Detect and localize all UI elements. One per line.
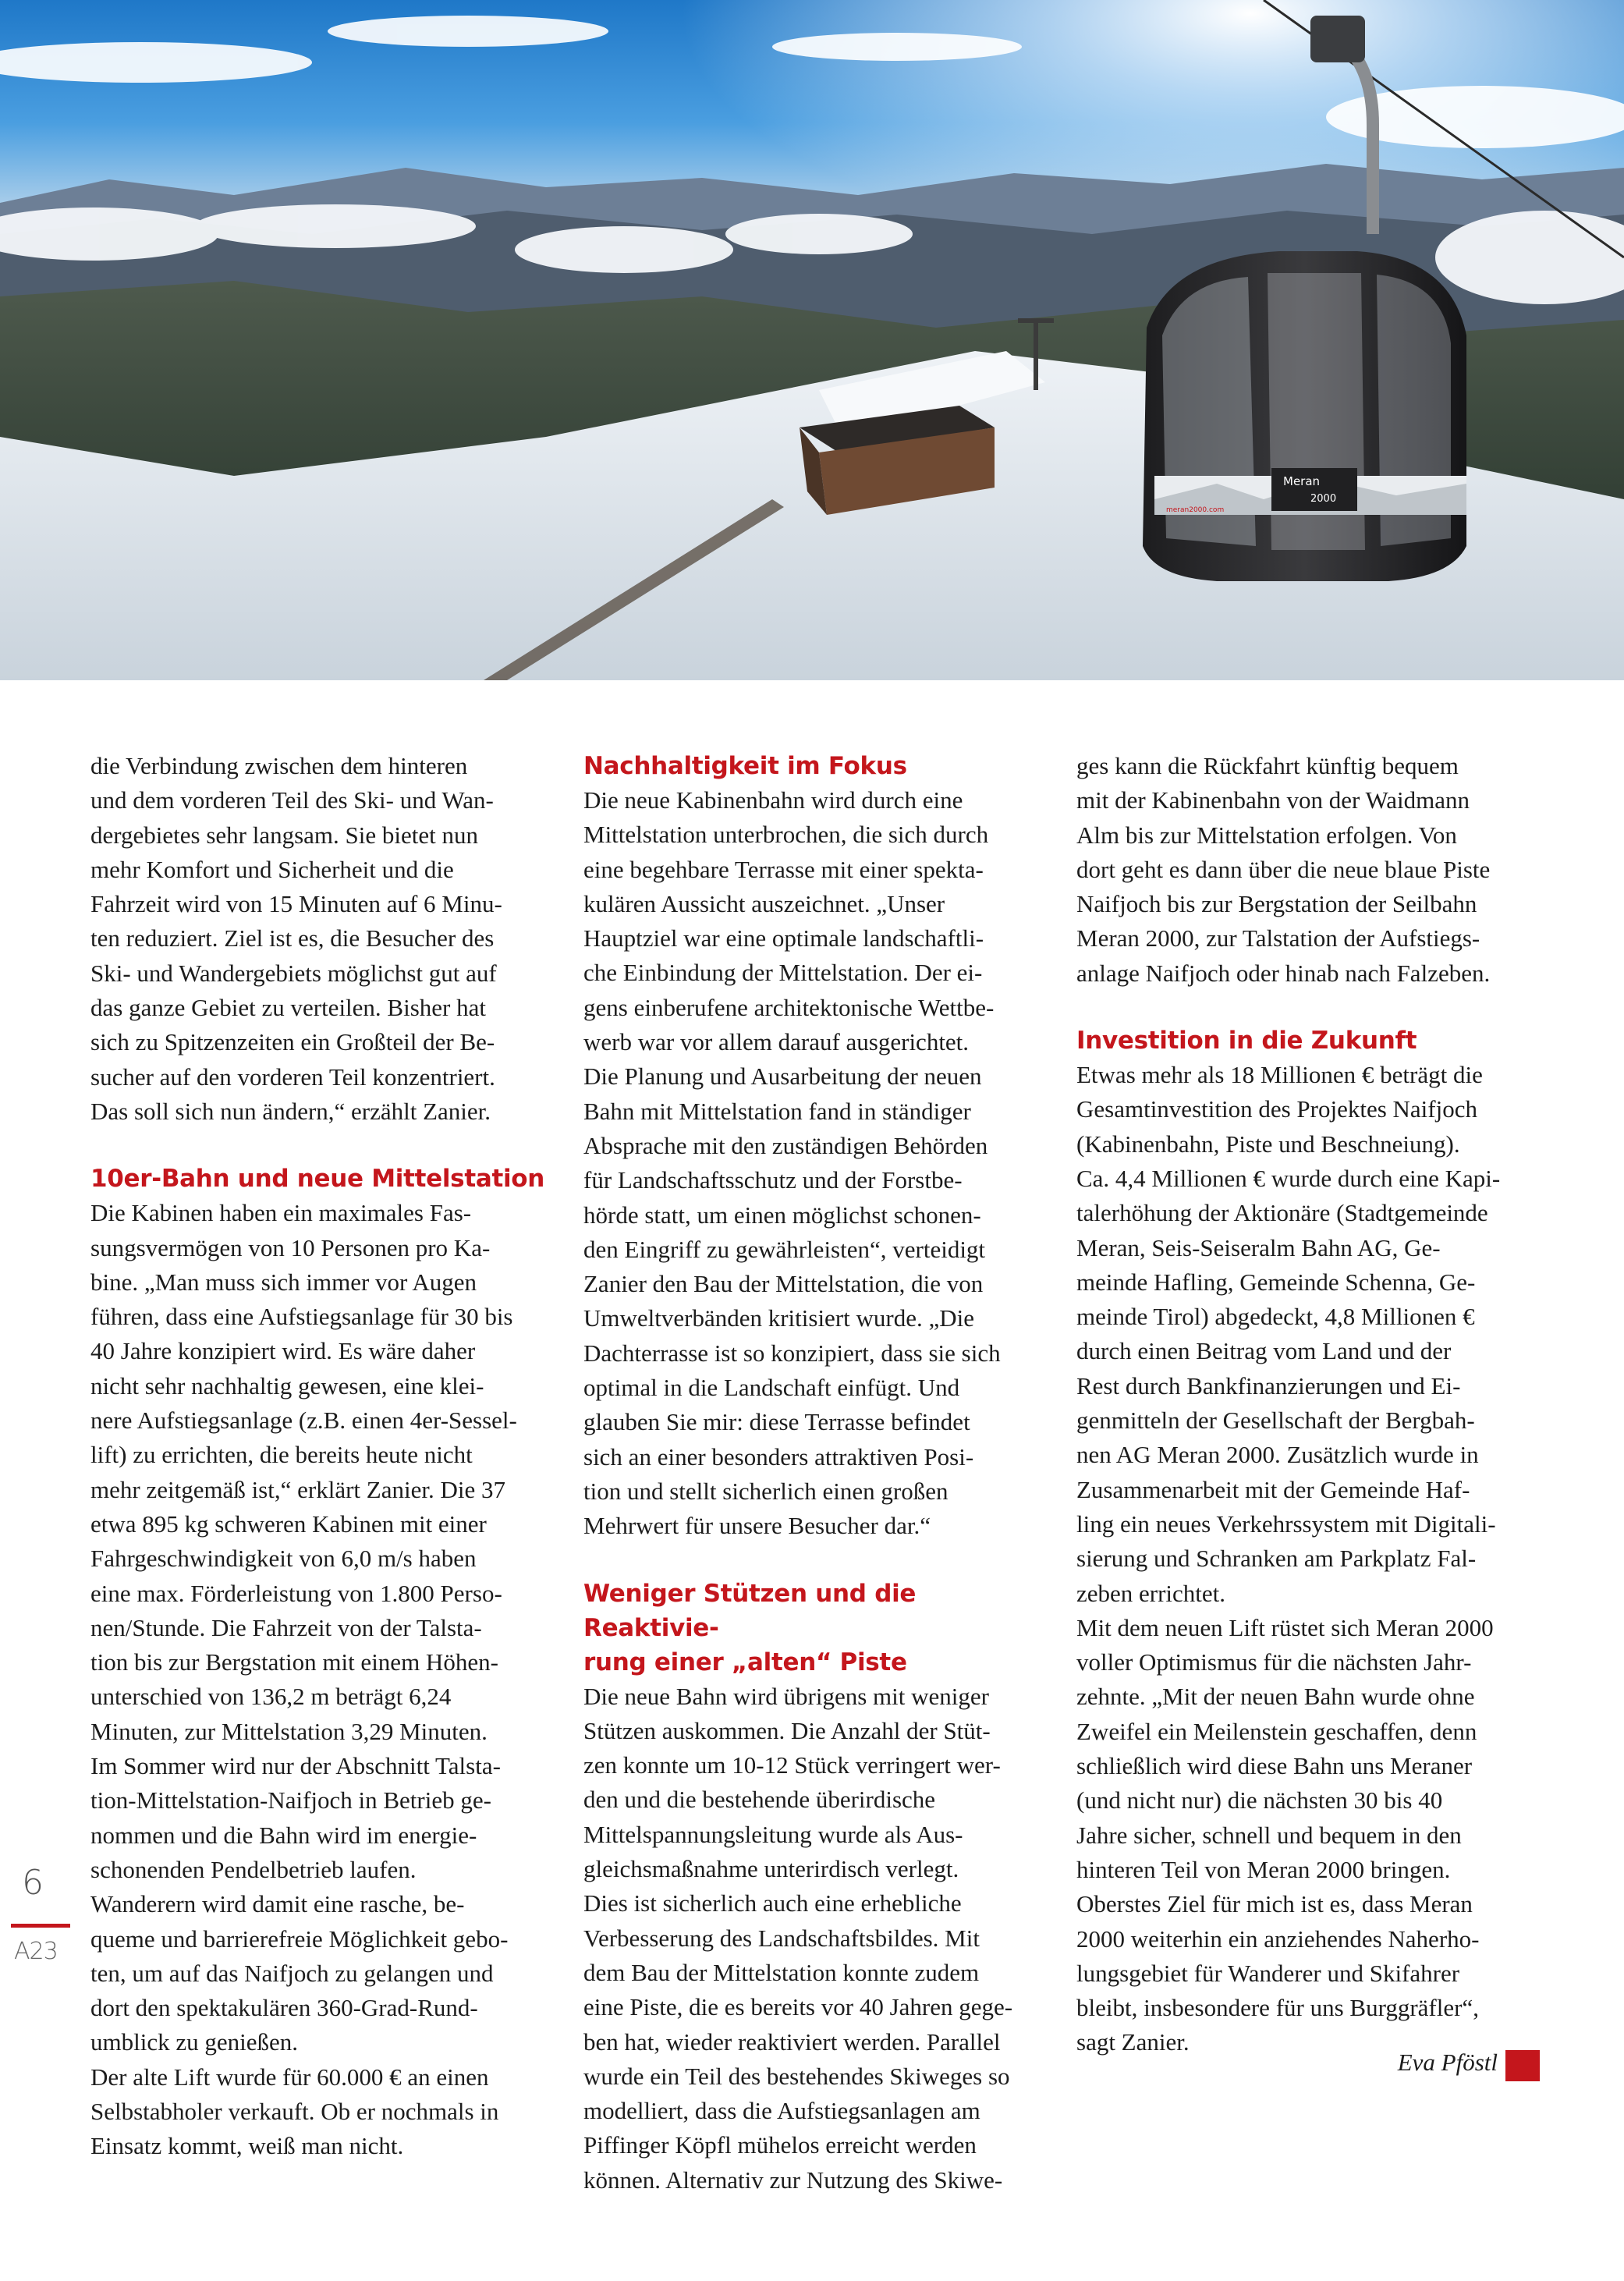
- text-line: tion und stellt sicherlich einen großen: [583, 1477, 949, 1505]
- text-line: dergebietes sehr langsam. Sie bietet nun: [90, 821, 479, 849]
- cabin-website: meran2000.com: [1166, 506, 1225, 514]
- text-line: gleichsmaßnahme unterirdisch verlegt.: [583, 1855, 959, 1883]
- text-line: mehr Komfort und Sicherheit und die: [90, 855, 454, 883]
- text-line: sagt Zanier.: [1076, 2028, 1190, 2056]
- text-line: Jahre sicher, schnell und bequem in den: [1076, 1821, 1462, 1849]
- text-line: ling ein neues Verkehrssystem mit Digitali-: [1076, 1509, 1496, 1538]
- text-line: Im Sommer wird nur der Abschnitt Talsta-: [90, 1752, 501, 1780]
- text-line: für Landschaftsschutz und der Forstbe-: [583, 1166, 963, 1194]
- text-line: Bahn mit Mittelstation fand in ständiger: [583, 1097, 971, 1125]
- text-line: Absprache mit den zuständigen Behörden: [583, 1131, 988, 1159]
- text-line: sungsvermögen von 10 Personen pro Ka-: [90, 1233, 491, 1261]
- text-line: bine. „Man muss sich immer vor Augen: [90, 1268, 477, 1296]
- text-line: Fahrgeschwindigkeit von 6,0 m/s haben: [90, 1545, 477, 1573]
- text-line: Dachterrasse ist so konzipiert, dass sie sich: [583, 1339, 1001, 1367]
- text-line: optimal in die Landschaft einfügt. Und: [583, 1374, 960, 1402]
- text-line: Etwas mehr als 18 Millionen € beträgt die: [1076, 1061, 1483, 1089]
- text-line: Zweifel ein Meilenstein geschaffen, denn: [1076, 1717, 1477, 1745]
- section-heading-nachhaltigkeit: Nachhaltigkeit im Fokus: [583, 752, 907, 780]
- hero-photo: [0, 0, 1624, 680]
- text-line: nicht sehr nachhaltig gewesen, eine klei-: [90, 1371, 484, 1399]
- text-line: genmitteln der Gesellschaft der Bergbah-: [1076, 1407, 1475, 1435]
- text-line: mehr zeitgemäß ist,“ erklärt Zanier. Die 37: [90, 1475, 505, 1503]
- text-line: ten, um auf das Naifjoch zu gelangen und: [90, 1959, 494, 1987]
- text-line: glauben Sie mir: diese Terrasse befindet: [583, 1408, 970, 1436]
- text-line: die Verbindung zwischen dem hinteren: [90, 752, 468, 779]
- paragraph-10er-bahn: [90, 1196, 554, 2163]
- section-heading-stuetzen-line2: rung einer „alten“ Piste: [583, 1648, 907, 1676]
- text-line: führen, dass eine Aufstiegsanlage für 30 bis: [90, 1303, 513, 1331]
- text-line: kulären Aussicht auszeichnet. „Unser: [583, 889, 945, 917]
- text-line: nommen und die Bahn wird im energie-: [90, 1821, 477, 1849]
- paragraph-rueckfahrt: [1076, 749, 1540, 991]
- text-line: Mittelspannungsleitung wurde als Aus-: [583, 1820, 963, 1848]
- text-line: (Kabinenbahn, Piste und Beschneiung).: [1076, 1130, 1460, 1158]
- text-line: Stützen auskommen. Die Anzahl der Stüt-: [583, 1716, 991, 1744]
- text-line: und dem vorderen Teil des Ski- und Wan-: [90, 786, 494, 814]
- text-line: modelliert, dass die Aufstiegsanlagen am: [583, 2097, 980, 2125]
- text-line: Die neue Bahn wird übrigens mit weniger: [583, 1682, 989, 1710]
- text-line: Die neue Kabinenbahn wird durch eine: [583, 786, 963, 814]
- text-line: Meran, Seis-Seiseralm Bahn AG, Ge-: [1076, 1233, 1441, 1261]
- text-line: nen AG Meran 2000. Zusätzlich wurde in: [1076, 1441, 1479, 1469]
- page-number: 6: [22, 1863, 44, 1903]
- text-line: Rest durch Bankfinanzierungen und Ei-: [1076, 1371, 1461, 1399]
- text-line: Umweltverbänden kritisiert wurde. „Die: [583, 1304, 974, 1332]
- section-heading-stuetzen-line1: Weniger Stützen und die Reaktivie-: [583, 1579, 917, 1642]
- text-line: eine Piste, die es bereits vor 40 Jahren gege-: [583, 1993, 1013, 2021]
- text-line: meinde Hafling, Gemeinde Schenna, Ge-: [1076, 1268, 1476, 1296]
- cabin-brand-logo: Meran: [1283, 474, 1321, 488]
- text-line: Meran 2000, zur Talstation der Aufstiegs-: [1076, 924, 1480, 952]
- text-line: Wanderern wird damit eine rasche, be-: [90, 1890, 465, 1918]
- folio-rule: [11, 1924, 70, 1928]
- text-line: unterschied von 136,2 m beträgt 6,24: [90, 1683, 452, 1711]
- text-line: das ganze Gebiet zu verteilen. Bisher hat: [90, 994, 486, 1022]
- text-line: dem Bau der Mittelstation konnte zudem: [583, 1958, 980, 1986]
- text-line: Alm bis zur Mittelstation erfolgen. Von: [1076, 821, 1457, 849]
- text-line: Naifjoch bis zur Bergstation der Seilbahn: [1076, 890, 1477, 918]
- text-line: talerhöhung der Aktionäre (Stadtgemeinde: [1076, 1199, 1488, 1227]
- text-line: Das soll sich nun ändern,“ erzählt Zanier.: [90, 1097, 491, 1125]
- text-line: 2000 weiterhin ein anziehendes Naherho-: [1076, 1924, 1480, 1953]
- text-line: Zanier den Bau der Mittelstation, die von: [583, 1270, 984, 1298]
- text-line: zehnte. „Mit der neuen Bahn wurde ohne: [1076, 1683, 1475, 1711]
- text-line: umblick zu genießen.: [90, 2028, 298, 2056]
- text-line: sucher auf den vorderen Teil konzentriert.: [90, 1062, 495, 1091]
- text-line: wurde ein Teil des bestehendes Skiweges so: [583, 2062, 1010, 2090]
- text-line: dort den spektakulären 360-Grad-Rund-: [90, 1994, 478, 2022]
- text-line: Einsatz kommt, weiß man nicht.: [90, 2132, 404, 2160]
- text-line: (und nicht nur) die nächsten 30 bis 40: [1076, 1786, 1443, 1815]
- text-line: dort geht es dann über die neue blaue Piste: [1076, 855, 1491, 883]
- text-line: Der alte Lift wurde für 60.000 € an einen: [90, 2063, 489, 2091]
- text-line: lungsgebiet für Wanderer und Skifahrer: [1076, 1959, 1460, 1987]
- text-line: Verbesserung des Landschaftsbildes. Mit: [583, 1924, 980, 1952]
- text-line: Selbstabholer verkauft. Ob er nochmals in: [90, 2097, 499, 2125]
- text-line: sierung und Schranken am Parkplatz Fal-: [1076, 1545, 1477, 1573]
- text-line: mit der Kabinenbahn von der Waidmann: [1076, 786, 1470, 814]
- text-line: Zusammenarbeit mit der Gemeinde Haf-: [1076, 1475, 1470, 1503]
- text-line: etwa 895 kg schweren Kabinen mit einer: [90, 1509, 487, 1538]
- text-line: zeben errichtet.: [1076, 1579, 1226, 1607]
- text-line: Mit dem neuen Lift rüstet sich Meran 2000: [1076, 1613, 1494, 1641]
- text-line: Ca. 4,4 Millionen € wurde durch eine Kapi-: [1076, 1164, 1501, 1192]
- text-line: sich zu Spitzenzeiten ein Großteil der Be-: [90, 1028, 495, 1056]
- text-line: schonenden Pendelbetrieb laufen.: [90, 1855, 417, 1883]
- gondola-cabin: [1143, 251, 1466, 581]
- text-line: nen/Stunde. Die Fahrzeit von der Talsta-: [90, 1613, 482, 1641]
- text-line: lift) zu errichten, die bereits heute nicht: [90, 1441, 473, 1469]
- paragraph-investition: [1076, 1058, 1540, 2060]
- text-line: eine max. Förderleistung von 1.800 Perso-: [90, 1579, 502, 1607]
- text-line: durch einen Beitrag vom Land und der: [1076, 1337, 1452, 1365]
- paragraph-nachhaltigkeit: [583, 783, 1047, 1544]
- paragraph-intro: [90, 749, 554, 1129]
- section-heading-10er-bahn: 10er-Bahn und neue Mittelstation: [90, 1165, 545, 1194]
- text-line: 40 Jahre konzipiert wird. Es wäre daher: [90, 1337, 476, 1365]
- text-line: gens einberufene architektonische Wettbe-: [583, 993, 995, 1021]
- text-line: queme und barrierefreie Möglichkeit gebo-: [90, 1924, 509, 1953]
- text-line: schließlich wird diese Bahn uns Meraner: [1076, 1752, 1473, 1780]
- text-line: Mehrwert für unsere Besucher dar.“: [583, 1512, 931, 1540]
- text-line: werb war vor allem darauf ausgerichtet.: [583, 1028, 970, 1056]
- text-line: Gesamtinvestition des Projektes Naifjoch: [1076, 1095, 1477, 1123]
- author-byline: Eva Pföstl: [1397, 2049, 1498, 2076]
- text-line: bleibt, insbesondere für uns Burggräfler“,: [1076, 1994, 1479, 2022]
- text-line: Hauptziel war eine optimale landschaftli-: [583, 924, 984, 952]
- text-line: Ski- und Wandergebiets möglichst gut auf: [90, 959, 497, 987]
- text-line: che Einbindung der Mittelstation. Der ei-: [583, 959, 983, 987]
- text-line: Oberstes Ziel für mich ist es, dass Meran: [1076, 1890, 1473, 1918]
- text-line: ten reduziert. Ziel ist es, die Besucher des: [90, 924, 495, 952]
- text-line: meinde Tirol) abgedeckt, 4,8 Millionen €: [1076, 1303, 1475, 1331]
- text-line: anlage Naifjoch oder hinab nach Falzeben.: [1076, 959, 1491, 987]
- text-line: Minuten, zur Mittelstation 3,29 Minuten.: [90, 1717, 488, 1745]
- text-line: hörde statt, um einen möglichst schonen-: [583, 1201, 981, 1229]
- text-line: voller Optimismus für die nächsten Jahr-: [1076, 1648, 1472, 1676]
- text-line: tion bis zur Bergstation mit einem Höhen-: [90, 1648, 498, 1676]
- text-line: den und die bestehende überirdische: [583, 1786, 936, 1814]
- section-heading-investition: Investition in die Zukunft: [1076, 1027, 1417, 1055]
- text-line: Fahrzeit wird von 15 Minuten auf 6 Minu-: [90, 890, 502, 918]
- text-line: Die Kabinen haben ein maximales Fas-: [90, 1199, 472, 1227]
- text-line: eine begehbare Terrasse mit einer spekta-: [583, 855, 984, 883]
- end-mark: [1505, 2050, 1540, 2081]
- text-line: Piffinger Köpfl mühelos erreicht werden: [583, 2131, 977, 2159]
- text-line: Die Planung und Ausarbeitung der neuen: [583, 1062, 982, 1091]
- gondola-landscape-illustration: [0, 0, 1624, 680]
- text-line: nere Aufstiegsanlage (z.B. einen 4er-Sessel-: [90, 1407, 517, 1435]
- text-column-2: [583, 749, 1047, 2198]
- text-line: zen konnte um 10-12 Stück verringert wer-: [583, 1751, 1001, 1779]
- text-line: Mittelstation unterbrochen, die sich durch: [583, 821, 989, 849]
- text-line: können. Alternativ zur Nutzung des Skiwe-: [583, 2166, 1003, 2194]
- section-tag: A23: [14, 1938, 58, 1965]
- text-column-3: [1076, 749, 1540, 2060]
- text-line: hinteren Teil von Meran 2000 bringen.: [1076, 1855, 1451, 1883]
- cabin-brand-number: 2000: [1310, 493, 1337, 505]
- text-line: sich an einer besonders attraktiven Posi-: [583, 1442, 974, 1470]
- text-line: den Eingriff zu gewährleisten“, verteidigt: [583, 1235, 986, 1263]
- text-column-1: [90, 749, 554, 2164]
- text-line: Dies ist sicherlich auch eine erhebliche: [583, 1889, 962, 1917]
- text-line: ben hat, wieder reaktiviert werden. Parallel: [583, 2027, 1001, 2056]
- text-line: tion-Mittelstation-Naifjoch in Betrieb ge-: [90, 1786, 491, 1815]
- text-line: ges kann die Rückfahrt künftig bequem: [1076, 752, 1459, 779]
- paragraph-stuetzen: [583, 1680, 1047, 2198]
